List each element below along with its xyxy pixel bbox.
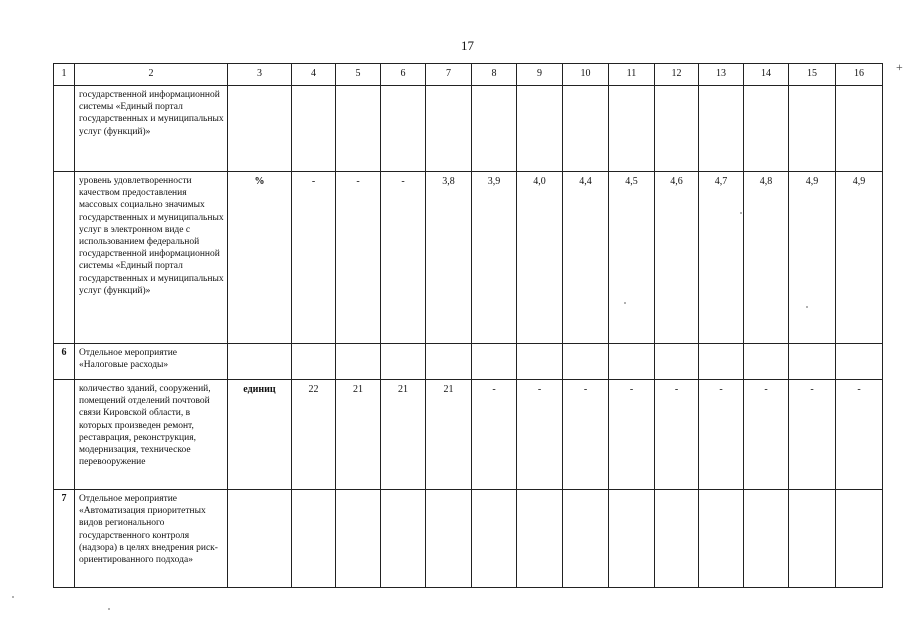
table-row <box>54 86 883 172</box>
unit-cell <box>228 490 292 588</box>
row-number: 7 <box>54 490 75 588</box>
header-cell: 13 <box>699 64 744 86</box>
value-cell <box>517 490 563 588</box>
value-cell <box>472 86 517 172</box>
value-cell <box>426 86 472 172</box>
header-cell: 7 <box>426 64 472 86</box>
value-cell <box>381 344 426 380</box>
indicator-name: государственной информационной системы «Единый портал государственных и муниципальных услуг (функций)» <box>75 86 228 172</box>
table-row <box>54 380 883 490</box>
value-cell <box>655 490 699 588</box>
row-number <box>54 380 75 490</box>
unit-cell: единиц <box>228 380 292 490</box>
table-row <box>54 490 883 588</box>
value-cell <box>699 344 744 380</box>
value-cell <box>336 86 381 172</box>
value-cell <box>789 86 836 172</box>
value-cell <box>292 490 336 588</box>
value-cell <box>381 86 426 172</box>
indicator-name: Отдельное мероприятие «Автоматизация приоритетных видов регионального государственного контроля (надзора) в целях внедрения риск-ориентированного подхода» <box>75 490 228 588</box>
scan-speck <box>806 306 808 308</box>
table-row <box>54 172 883 344</box>
row-number <box>54 172 75 344</box>
header-cell: 14 <box>744 64 789 86</box>
indicator-name: количество зданий, сооружений, помещений отделений почтовой связи Кировской области, в которых произведен ремонт, реставрация, реконструкция, модернизация, техническое перевооружение <box>75 380 228 490</box>
value-cell <box>699 490 744 588</box>
value-cell: 4,9 <box>789 172 836 344</box>
header-cell: 10 <box>563 64 609 86</box>
unit-cell <box>228 86 292 172</box>
value-cell <box>744 490 789 588</box>
value-cell: - <box>655 380 699 490</box>
header-row <box>54 64 883 86</box>
indicator-name: Отдельное мероприятие «Налоговые расходы» <box>75 344 228 380</box>
value-cell: - <box>381 172 426 344</box>
value-cell <box>836 86 883 172</box>
value-cell <box>789 490 836 588</box>
value-cell: - <box>517 380 563 490</box>
value-cell: 21 <box>381 380 426 490</box>
value-cell: 4,8 <box>744 172 789 344</box>
value-cell <box>836 490 883 588</box>
indicators-table <box>53 63 883 588</box>
value-cell <box>292 344 336 380</box>
value-cell <box>292 86 336 172</box>
value-cell <box>336 490 381 588</box>
margin-mark: + <box>896 60 903 74</box>
value-cell: - <box>609 380 655 490</box>
value-cell: - <box>744 380 789 490</box>
header-cell: 4 <box>292 64 336 86</box>
value-cell <box>655 86 699 172</box>
value-cell: 4,6 <box>655 172 699 344</box>
value-cell <box>609 490 655 588</box>
value-cell: 3,9 <box>472 172 517 344</box>
value-cell <box>609 86 655 172</box>
value-cell: 4,9 <box>836 172 883 344</box>
table-row <box>54 344 883 380</box>
value-cell <box>609 344 655 380</box>
row-number: 6 <box>54 344 75 380</box>
unit-cell: % <box>228 172 292 344</box>
value-cell: - <box>789 380 836 490</box>
header-cell: 15 <box>789 64 836 86</box>
value-cell: - <box>563 380 609 490</box>
value-cell: 4,5 <box>609 172 655 344</box>
header-cell: 8 <box>472 64 517 86</box>
value-cell <box>472 344 517 380</box>
value-cell <box>426 344 472 380</box>
value-cell <box>699 86 744 172</box>
header-cell: 16 <box>836 64 883 86</box>
unit-cell <box>228 344 292 380</box>
value-cell <box>836 344 883 380</box>
value-cell: 21 <box>336 380 381 490</box>
header-cell: 1 <box>54 64 75 86</box>
scan-speck <box>740 212 742 214</box>
value-cell <box>517 344 563 380</box>
value-cell <box>563 490 609 588</box>
scan-speck <box>624 302 626 304</box>
value-cell <box>517 86 563 172</box>
value-cell: 4,7 <box>699 172 744 344</box>
value-cell <box>381 490 426 588</box>
value-cell: 4,4 <box>563 172 609 344</box>
value-cell <box>655 344 699 380</box>
value-cell: 22 <box>292 380 336 490</box>
value-cell <box>744 86 789 172</box>
scan-speck <box>12 596 14 598</box>
header-cell: 5 <box>336 64 381 86</box>
value-cell: 21 <box>426 380 472 490</box>
header-cell: 12 <box>655 64 699 86</box>
indicator-name: уровень удовлетворенности качеством предоставления массовых социально значимых государственных и муниципальных услуг в электронном виде с использованием федеральной государственной информационной системы «Единый портал государственных и муниципальных услуг (функций)» <box>75 172 228 344</box>
header-cell: 3 <box>228 64 292 86</box>
value-cell: - <box>472 380 517 490</box>
value-cell: - <box>699 380 744 490</box>
value-cell <box>744 344 789 380</box>
header-cell: 2 <box>75 64 228 86</box>
value-cell: - <box>836 380 883 490</box>
header-cell: 11 <box>609 64 655 86</box>
row-number <box>54 86 75 172</box>
value-cell <box>563 86 609 172</box>
value-cell: - <box>292 172 336 344</box>
value-cell <box>563 344 609 380</box>
value-cell: 3,8 <box>426 172 472 344</box>
header-cell: 9 <box>517 64 563 86</box>
header-cell: 6 <box>381 64 426 86</box>
scan-speck <box>108 608 110 610</box>
value-cell: - <box>336 172 381 344</box>
value-cell <box>426 490 472 588</box>
value-cell: 4,0 <box>517 172 563 344</box>
page-number: 17 <box>461 38 474 53</box>
value-cell <box>472 490 517 588</box>
value-cell <box>789 344 836 380</box>
value-cell <box>336 344 381 380</box>
